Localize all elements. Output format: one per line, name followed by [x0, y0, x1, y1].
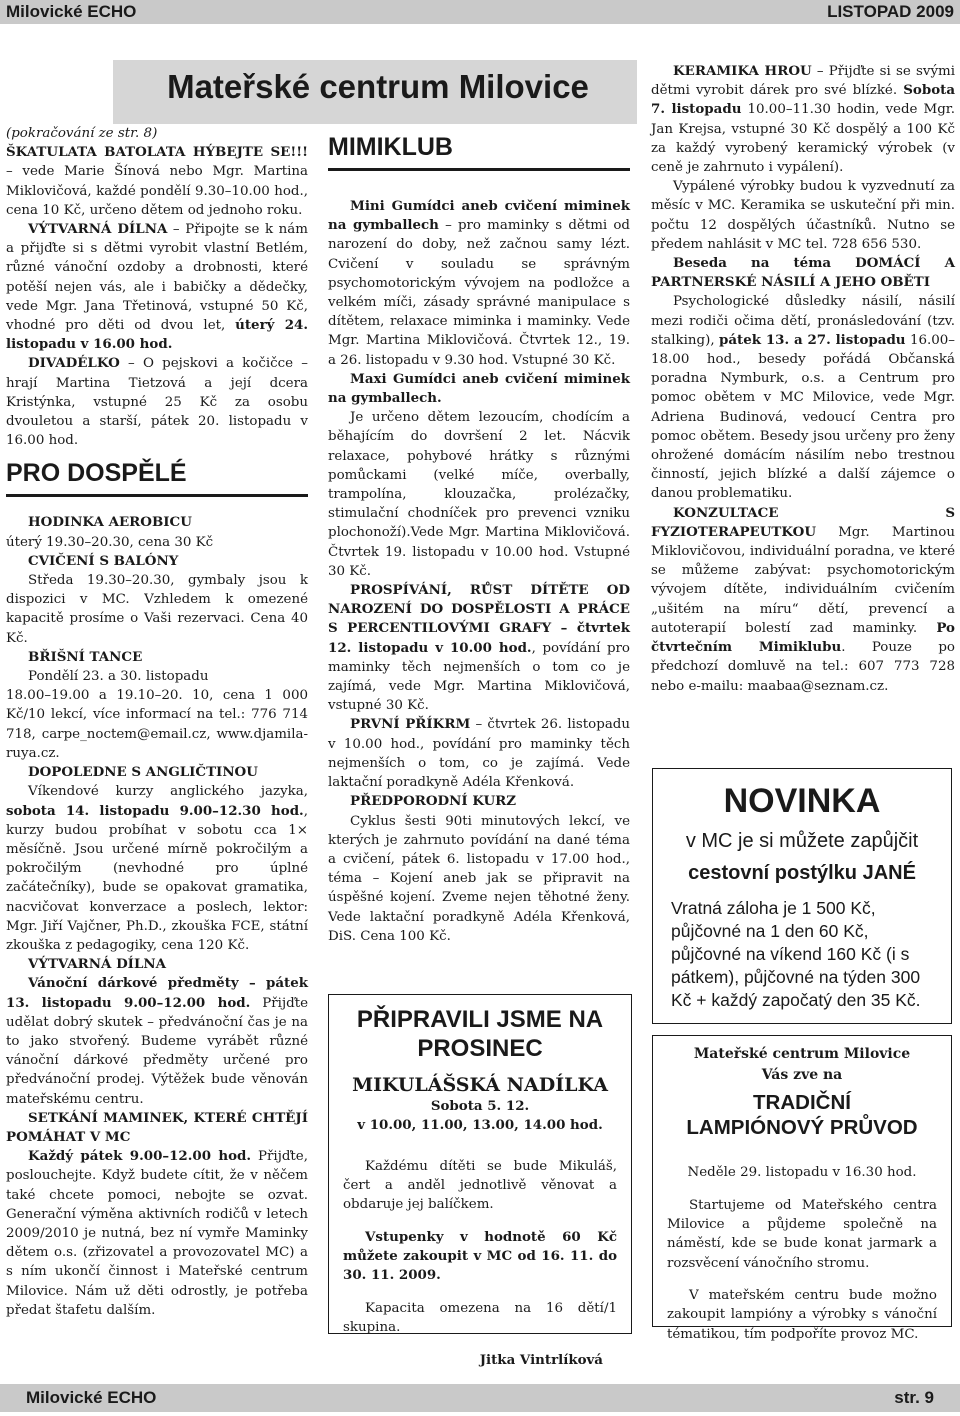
box-novinka-title: NOVINKA — [723, 782, 881, 820]
article-prospivani: PROSPÍVÁNÍ, RŮST DÍTĚTE OD NAROZENÍ DO DOSPĚLOSTI A PRÁCE S PERCENTILOVÝMI GRAFY – čtvrtek 12. listopadu v 10.00 hod., povídání pro maminky těch nejmenších o tom co je zajímá, vede Mgr. Martina Miklovičová, vstupné 30 Kč. — [328, 582, 630, 714]
box-pripravili-title: PŘIPRAVILI JSME NA PROSINEC — [356, 1006, 604, 1062]
box-novinka-sub1: v MC je si můžete zapůjčit — [685, 830, 919, 852]
column-left — [6, 124, 308, 1320]
article-dilna2-text: Vánoční dárkové předměty – pátek 13. listopadu 9.00–12.00 hod. Přijďte udělat dobrý skutek – předvánoční čas je na to jako stvořený. Budeme vyrábět různé vánoční dárkové předměty určené pro předvánoční prodej. Výtěžek bude věnován mateřskému centru. — [6, 975, 308, 1107]
article-predporodni-title: PŘEDPORODNÍ KURZ — [350, 793, 517, 810]
article-setkani-text: Každý pátek 9.00–12.00 hod. Přijďte, poslouchejte. Když budete cítit, že v něčem také chcete pomoci, nebojte se ozvat. Generační výměna aktivních rodičů v letech 2009/2010 je nutná, bez ní vymře Maminky dětem o.s. (zřizovatel a provozovatel MC) a s ním ukončí činnost i Mateřské centrum Milovice. Nám už děti odrostly, je potřeba předat štafetu dalším. — [6, 1148, 308, 1318]
box-pripravili — [328, 994, 632, 1368]
article-dilna2-title: VÝTVARNÁ DÍLNA — [28, 956, 166, 973]
box-novinka — [652, 768, 952, 1024]
article-prvni-prikrm: PRVNÍ PŘÍKRM – čtvrtek 26. listopadu v 10.00 hod., povídání pro maminky těch nejmenších o tom, co je zajímá. Vede laktační poradkyně Adéla Křenková. — [328, 716, 630, 791]
article-aerobic-text: úterý 19.30–20.30, cena 30 Kč — [6, 534, 214, 550]
article-brisni-date: Pondělí 23. a 30. listopadu — [28, 669, 209, 685]
article-balony-title: CVIČENÍ S BALÓNY — [28, 552, 179, 569]
article-brisni-text: 18.00–19.00 a 19.10–20. 10, cena 1 000 Kč/10 lekcí, více informací na tel.: 776 714 718, carpe_noctem@email.cz, www.djamila-ruya.cz. — [6, 688, 308, 761]
box-pripravili-times: v 10.00, 11.00, 13.00, 14.00 hod. — [357, 1117, 603, 1134]
article-maxi-gumidci-text: Je určeno dětem lezoucím, chodícím a běhajícím do dovršení 2 let. Nácvik relaxace, pohybové hrátky s různými pomůckami (velké míče, overbally, trampolína, klouzačka, prolézačky, stimulační chodníček pro prevenci vzniku plochonoží).Vede Mgr. Martina Miklovičová. Čtvrtek 19. listopadu v 10.00 hod. Vstupné 30 Kč. — [328, 410, 630, 579]
article-aerobic-title: HODINKA AEROBICU — [28, 514, 192, 531]
article-skatulata: ŠKATULATA BATOLATA HÝBEJTE SE!!! – vede Marie Šínová nebo Mgr. Martina Miklovičová, každé pondělí 9.30–10.00 hod., cena 10 Kč, určeno dětem od jednoho roku. — [6, 144, 308, 218]
article-divadelko: DIVADÉLKO – O pejskovi a kočičce – hrají Martina Tietzová a její dcera Kristýnka, vstupné 25 Kč za osobu dvouletou a starší, pátek 20. listopadu v 16.00 hod. — [6, 355, 308, 449]
signature: Jitka Vintrlíková — [479, 1351, 603, 1368]
box-lamp-invite: Vás zve na — [761, 1067, 843, 1083]
column-right — [651, 62, 955, 696]
continued-note: (pokračování ze str. 8) — [6, 126, 158, 141]
article-setkani-title: SETKÁNÍ MAMINEK, KTERÉ CHTĚJÍ POMÁHAT V MC — [6, 1109, 308, 1145]
article-anglictina-text: Víkendové kurzy anglického jazyka, sobota 14. listopadu 9.00–12.30 hod., kurzy budou probíhat v sobotu cca 1× měsíčně. Jsou určené mírně pokročilým a pokročilým (nevhodné pro úplné začátečníky), bude se opakovat gramatika, nacvičovat konverzace a poslech, lektor: Mgr. Jiří Vajčner, Ph.D., zkouška FCE, státní zkouška z pedagogiky, cena 120 Kč. — [6, 784, 308, 953]
article-keramika-note: Vypálené výrobky budou k vyzvednutí za měsíc v MC. Keramika se uskuteční při min. počtu 12 dospělých účastníků. Nutno se předem nahlásit v MC tel. 728 656 530. — [651, 179, 955, 252]
box-pripravili-date: Sobota 5. 12. — [430, 1098, 530, 1114]
box-lamp-title2: LAMPIÓNOVÝ PRŮVOD — [686, 1116, 918, 1139]
article-balony-text: Středa 19.30–20.30, gymbaly jsou k dispozici v MC. Vzhledem k omezené kapacitě prosíme o Vaši rezervaci. Cena 40 Kč. — [6, 573, 308, 646]
article-beseda-title: Beseda na téma DOMÁCÍ A PARTNERSKÉ NÁSILÍ A JEHO OBĚTI — [651, 255, 955, 291]
header-issue: LISTOPAD 2009 — [827, 2, 954, 21]
article-vytvarna-dilna: VÝTVARNÁ DÍLNA – Připojte se k nám a přijďte si s dětmi vyrobit vlastní Betlém, různé vánoční ozdoby a drobnosti, které potěší nejen vás, ale i babičky a dědečky, vede Mgr. Jana Třetinová, vstupné 50 Kč, vhodné pro děti od dvou let, úterý 24. listopadu v 16.00 hod. — [6, 221, 308, 353]
box-pripravili-subtitle: MIKULÁŠSKÁ NADÍLKA — [352, 1074, 608, 1096]
box-lampionovy-pruvod — [652, 1035, 952, 1342]
footer-page-number: str. 9 — [894, 1388, 934, 1407]
section-heading-pro-dospele: PRO DOSPĚLÉ — [6, 458, 308, 497]
section-heading-mimiklub: MIMIKLUB — [328, 132, 630, 171]
article-konzultace: KONZULTACE S FYZIOTERAPEUTKOU Mgr. Martinou Miklovičovou, individuální poradna, ve které se můžeme zabývat: psychomotorickým vývojem dítěte, individuálním cvičením „ušitém na míru“ dětí, prevencí a autoterapií bolestí zad maminky. Po čtvrtečním Mimiklubu. Pouze po předchozí domluvě na tel.: 607 773 728 nebo e-mailu: maabaa@seznam.cz. — [651, 504, 955, 694]
article-beseda-text: Psychologické důsledky násilí, násilí mezi rodiči očima dětí, pronásledování (tzv. stalking), pátek 13. a 27. listopadu 16.00–18.00 hod., besedy pořádá Občanská poradna Nymburk, o.s. a Centrum pro pomoc obětem v MC Milovice, vede Mgr. Adriena Budinová, vedoucí Centra pro pomoc obětem. Besedy jsou určeny pro ženy ohrožené domácím násilím nebo trestnou činností, jejich blízké a další zájemce o danou problematiku. — [651, 294, 955, 502]
page-footer — [0, 1384, 960, 1412]
box-lamp-body: Neděle 29. listopadu v 16.30 hod. Startujeme od Mateřského centra Milovice a půjdeme společně na náměstí, kde se bude konat jarmark a rozsvěcení vánočního stromu. V mateřském centru bude možno zakoupit lampióny a výrobky s vánoční tématikou, tím podpoříte provoz MC. — [667, 1165, 937, 1342]
box-lamp-date: Neděle 29. listopadu v 16.30 hod. — [687, 1165, 917, 1181]
header-publication: Milovické ECHO — [6, 2, 137, 21]
article-keramika: KERAMIKA HROU – Přijďte si se svými dětmi vyrobit dárek pro své blízké. Sobota 7. listopadu 10.00–11.30 hodin, vede Mgr. Jan Krejsa, vstupné 30 Kč dospělý a 100 Kč za každý vyrobený keramický výrobek (v ceně je zahrnuto i vypálení). — [651, 63, 956, 176]
article-predporodni-text: Cyklus šesti 90ti minutových lekcí, ve kterých je zahrnuto povídání na dané téma a cvičení, pátek 6. listopadu v 17.00 hod., téma – Kojení aneb jak se připravit na úspěšné kojení. Zveme nejen těhotné ženy. Vede laktační poradkyně Adéla Křenková, DiS. Cena 100 Kč. — [328, 813, 630, 944]
box-lamp-title1: TRADIČNÍ — [753, 1091, 851, 1114]
column-middle — [328, 124, 630, 946]
box-novinka-body: Vratná záloha je 1 500 Kč, půjčovné na 1 den 60 Kč, půjčovné na víkend 160 Kč (i s pátkem), půjčovné na týden 300 Kč + každý započatý den 35 Kč. — [671, 898, 921, 1010]
box-novinka-sub2: cestovní postýlku JANÉ — [688, 862, 916, 884]
article-brisni-title: BŘIŠNÍ TANCE — [28, 648, 143, 665]
box-pripravili-body: Každému dítěti se bude Mikuláš, čert a anděl jednotlivě věnovat a obdaruje jej balíčkem. Vstupenky v hodnotě 60 Kč můžete zakoupit v MC od 16. 11. do 30. 11. 2009. Kapacita omezena na 16 dětí/1 skupina. Jitka Vintrlíková — [329, 1135, 631, 1369]
page-title: Mateřské centrum Milovice — [167, 68, 589, 105]
box-lamp-org: Mateřské centrum Milovice — [693, 1046, 911, 1062]
article-maxi-gumidci-title: Maxi Gumídci aneb cvičení miminek na gymballech. — [328, 370, 630, 407]
article-anglictina-title: DOPOLEDNE S ANGLIČTINOU — [28, 764, 258, 781]
article-mini-gumidci: Mini Gumídci aneb cvičení miminek na gymballech – pro maminky s dětmi od narození do doby, než začnou samy lézt. Cvičení v souladu se správným psychomotorickým vývojem na podložce a velkém míči, zásady správné manipulace s dítětem, relaxace miminka i maminky. Vede Mgr. Martina Miklovičová. Čtvrtek 12., 19. a 26. listopadu v 9.30 hod. Vstupné 30 Kč. — [328, 198, 630, 368]
page-header — [0, 0, 960, 24]
footer-publication: Milovické ECHO — [26, 1388, 157, 1407]
